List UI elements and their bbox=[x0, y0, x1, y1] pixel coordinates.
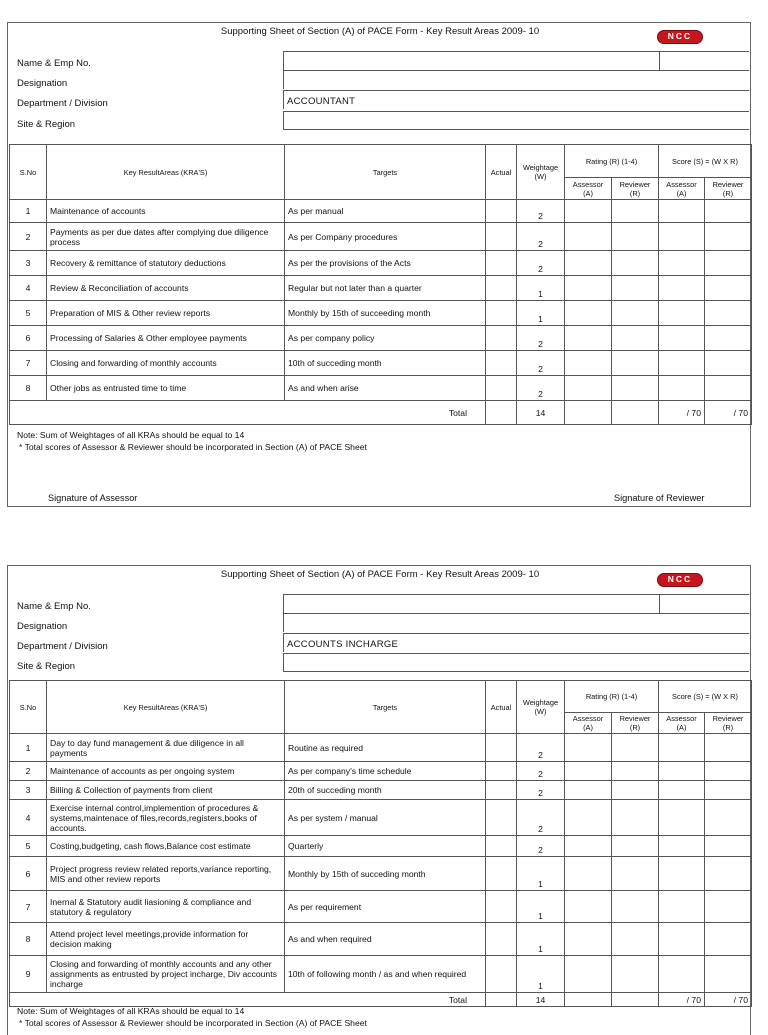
row-score-reviewer-cell[interactable] bbox=[705, 781, 752, 800]
label-department-division: Department / Division bbox=[17, 98, 108, 109]
ncc-logo: NCC bbox=[657, 30, 703, 44]
row-actual-cell[interactable] bbox=[486, 762, 517, 781]
row-score-reviewer-cell[interactable] bbox=[705, 326, 752, 351]
row-actual-cell[interactable] bbox=[486, 781, 517, 800]
row-weightage: 2 bbox=[517, 781, 565, 800]
row-weightage: 1 bbox=[517, 276, 565, 301]
row-rating-assessor-cell[interactable] bbox=[565, 301, 612, 326]
row-score-reviewer-cell[interactable] bbox=[705, 301, 752, 326]
col-weightage-header: Weightage (W) bbox=[517, 681, 565, 734]
row-score-assessor-cell[interactable] bbox=[659, 800, 705, 836]
ncc-logo: NCC bbox=[657, 573, 703, 587]
row-score-reviewer-cell[interactable] bbox=[705, 276, 752, 301]
row-rating-reviewer-cell[interactable] bbox=[612, 891, 659, 923]
row-kra: Other jobs as entrusted time to time bbox=[47, 376, 285, 401]
row-actual-cell[interactable] bbox=[486, 734, 517, 762]
row-actual-cell[interactable] bbox=[486, 301, 517, 326]
table-row bbox=[10, 200, 752, 223]
row-kra: Maintenance of accounts bbox=[47, 200, 285, 223]
row-score-reviewer-cell[interactable] bbox=[705, 223, 752, 251]
row-rating-assessor-cell[interactable] bbox=[565, 800, 612, 836]
table-row bbox=[10, 223, 752, 251]
col-score-header: Score (S) = (W X R) bbox=[659, 145, 752, 178]
row-kra: Review & Reconciliation of accounts bbox=[47, 276, 285, 301]
row-rating-reviewer-cell[interactable] bbox=[612, 376, 659, 401]
row-rating-assessor-cell[interactable] bbox=[565, 276, 612, 301]
col-actual-header: Actual bbox=[486, 145, 517, 200]
score-assessor-header: Assessor (A) bbox=[659, 178, 705, 200]
total-row bbox=[10, 401, 752, 425]
row-rating-reviewer-cell[interactable] bbox=[612, 251, 659, 276]
pace-sheet-accounts-incharge bbox=[7, 565, 751, 1035]
row-kra: Project progress review related reports,variance reporting, MIS and other review reports bbox=[47, 857, 285, 891]
row-kra: Exercise internal control,implemention of procedures & systems,maintenace of files,records,registers,books of accounts. bbox=[47, 800, 285, 836]
total-score-assessor: / 70 bbox=[659, 401, 705, 425]
col-sno-header: S.No bbox=[10, 145, 47, 200]
col-targets-header: Targets bbox=[285, 145, 486, 200]
col-rating-header: Rating (R) (1-4) bbox=[565, 681, 659, 713]
name-emp-no-field[interactable] bbox=[283, 594, 749, 613]
row-weightage: 2 bbox=[517, 351, 565, 376]
total-weightage: 14 bbox=[517, 993, 565, 1007]
row-kra: Preparation of MIS & Other review reports bbox=[47, 301, 285, 326]
site-region-field[interactable] bbox=[283, 653, 749, 672]
row-score-reviewer-cell[interactable] bbox=[705, 351, 752, 376]
label-site-region: Site & Region bbox=[17, 119, 76, 130]
row-rating-reviewer-cell[interactable] bbox=[612, 762, 659, 781]
row-sno: 1 bbox=[10, 200, 47, 223]
row-score-assessor-cell[interactable] bbox=[659, 734, 705, 762]
row-weightage: 1 bbox=[517, 857, 565, 891]
total-rating-assessor-cell bbox=[565, 401, 612, 425]
row-sno: 3 bbox=[10, 781, 47, 800]
row-score-reviewer-cell[interactable] bbox=[705, 836, 752, 857]
row-actual-cell[interactable] bbox=[486, 376, 517, 401]
department-field[interactable] bbox=[283, 90, 749, 109]
row-target: Monthly by 15th of succeding month bbox=[285, 857, 486, 891]
row-rating-assessor-cell[interactable] bbox=[565, 857, 612, 891]
row-target: As per company's time schedule bbox=[285, 762, 486, 781]
row-target: Quarterly bbox=[285, 836, 486, 857]
row-target: As per manual bbox=[285, 200, 486, 223]
total-rating-reviewer-cell bbox=[612, 993, 659, 1007]
signature-assessor: Signature of Assessor bbox=[48, 493, 138, 503]
row-target: As per the provisions of the Acts bbox=[285, 251, 486, 276]
row-score-reviewer-cell[interactable] bbox=[705, 762, 752, 781]
row-sno: 8 bbox=[10, 923, 47, 956]
row-weightage: 1 bbox=[517, 301, 565, 326]
row-rating-reviewer-cell[interactable] bbox=[612, 800, 659, 836]
col-actual-header: Actual bbox=[486, 681, 517, 734]
rating-assessor-header: Assessor (A) bbox=[565, 713, 612, 734]
row-weightage: 1 bbox=[517, 923, 565, 956]
label-designation: Designation bbox=[17, 621, 68, 632]
row-sno: 5 bbox=[10, 836, 47, 857]
row-target: 10th of following month / as and when required bbox=[285, 956, 486, 993]
row-actual-cell[interactable] bbox=[486, 200, 517, 223]
total-actual-cell bbox=[486, 401, 517, 425]
table-row bbox=[10, 956, 752, 993]
row-sno: 6 bbox=[10, 326, 47, 351]
label-site-region: Site & Region bbox=[17, 661, 76, 672]
row-target: Monthly by 15th of succeeding month bbox=[285, 301, 486, 326]
row-kra: Inernal & Statutory audit liasioning & compliance and statutory & regulatory bbox=[47, 891, 285, 923]
row-actual-cell[interactable] bbox=[486, 857, 517, 891]
row-actual-cell[interactable] bbox=[486, 800, 517, 836]
note-total-scores: * Total scores of Assessor & Reviewer should be incorporated in Section (A) of PACE Sheet bbox=[19, 1018, 367, 1028]
row-rating-assessor-cell[interactable] bbox=[565, 251, 612, 276]
table-row bbox=[10, 301, 752, 326]
table-row bbox=[10, 781, 752, 800]
col-sno-header: S.No bbox=[10, 681, 47, 734]
table-row bbox=[10, 923, 752, 956]
row-score-assessor-cell[interactable] bbox=[659, 923, 705, 956]
department-value: ACCOUNTS INCHARGE bbox=[287, 639, 399, 650]
row-score-assessor-cell[interactable] bbox=[659, 276, 705, 301]
row-target: As per company policy bbox=[285, 326, 486, 351]
table-row bbox=[10, 836, 752, 857]
row-actual-cell[interactable] bbox=[486, 923, 517, 956]
row-score-reviewer-cell[interactable] bbox=[705, 891, 752, 923]
col-weightage-header: Weightage (W) bbox=[517, 145, 565, 200]
signature-reviewer: Signature of Reviewer bbox=[614, 493, 705, 503]
row-score-reviewer-cell[interactable] bbox=[705, 956, 752, 993]
row-score-reviewer-cell[interactable] bbox=[705, 734, 752, 762]
table-row bbox=[10, 734, 752, 762]
row-score-assessor-cell[interactable] bbox=[659, 326, 705, 351]
row-rating-reviewer-cell[interactable] bbox=[612, 326, 659, 351]
row-target: As and when arise bbox=[285, 376, 486, 401]
row-rating-assessor-cell[interactable] bbox=[565, 956, 612, 993]
row-score-assessor-cell[interactable] bbox=[659, 200, 705, 223]
row-rating-reviewer-cell[interactable] bbox=[612, 956, 659, 993]
row-weightage: 2 bbox=[517, 376, 565, 401]
row-kra: Processing of Salaries & Other employee payments bbox=[47, 326, 285, 351]
row-actual-cell[interactable] bbox=[486, 891, 517, 923]
row-weightage: 2 bbox=[517, 762, 565, 781]
row-target: Regular but not later than a quarter bbox=[285, 276, 486, 301]
pace-sheet-accountant bbox=[7, 22, 751, 507]
row-kra: Maintenance of accounts as per ongoing system bbox=[47, 762, 285, 781]
col-rating-header: Rating (R) (1-4) bbox=[565, 145, 659, 178]
designation-field[interactable] bbox=[283, 70, 749, 89]
row-weightage: 2 bbox=[517, 734, 565, 762]
row-rating-reviewer-cell[interactable] bbox=[612, 276, 659, 301]
row-sno: 4 bbox=[10, 276, 47, 301]
total-rating-assessor-cell bbox=[565, 993, 612, 1007]
row-score-assessor-cell[interactable] bbox=[659, 762, 705, 781]
label-department-division: Department / Division bbox=[17, 641, 108, 652]
row-score-reviewer-cell[interactable] bbox=[705, 857, 752, 891]
total-score-reviewer: / 70 bbox=[705, 993, 752, 1007]
col-targets-header: Targets bbox=[285, 681, 486, 734]
table-row bbox=[10, 891, 752, 923]
row-rating-assessor-cell[interactable] bbox=[565, 376, 612, 401]
row-rating-assessor-cell[interactable] bbox=[565, 762, 612, 781]
rating-reviewer-header: Reviewer (R) bbox=[612, 178, 659, 200]
row-rating-reviewer-cell[interactable] bbox=[612, 200, 659, 223]
name-emp-no-field[interactable] bbox=[283, 51, 749, 70]
row-target: 10th of succeding month bbox=[285, 351, 486, 376]
row-target: As and when required bbox=[285, 923, 486, 956]
label-name-emp-no: Name & Emp No. bbox=[17, 601, 91, 612]
row-target: Routine as required bbox=[285, 734, 486, 762]
row-rating-assessor-cell[interactable] bbox=[565, 891, 612, 923]
row-kra: Recovery & remittance of statutory deductions bbox=[47, 251, 285, 276]
row-score-assessor-cell[interactable] bbox=[659, 836, 705, 857]
row-sno: 5 bbox=[10, 301, 47, 326]
row-sno: 2 bbox=[10, 223, 47, 251]
row-actual-cell[interactable] bbox=[486, 956, 517, 993]
total-score-assessor: / 70 bbox=[659, 993, 705, 1007]
score-assessor-header: Assessor (A) bbox=[659, 713, 705, 734]
row-sno: 4 bbox=[10, 800, 47, 836]
total-score-reviewer: / 70 bbox=[705, 401, 752, 425]
note-total-scores: * Total scores of Assessor & Reviewer should be incorporated in Section (A) of PACE Sheet bbox=[19, 442, 367, 452]
row-target: As per system / manual bbox=[285, 800, 486, 836]
row-rating-assessor-cell[interactable] bbox=[565, 781, 612, 800]
row-score-assessor-cell[interactable] bbox=[659, 223, 705, 251]
site-region-field[interactable] bbox=[283, 111, 749, 130]
row-weightage: 2 bbox=[517, 251, 565, 276]
label-name-emp-no: Name & Emp No. bbox=[17, 58, 91, 69]
rating-reviewer-header: Reviewer (R) bbox=[612, 713, 659, 734]
row-kra: Closing and forwarding of monthly accounts and any other assignments as entrusted by project incharge, Div accounts incharge bbox=[47, 956, 285, 993]
row-score-assessor-cell[interactable] bbox=[659, 251, 705, 276]
row-score-reviewer-cell[interactable] bbox=[705, 923, 752, 956]
row-kra: Payments as per due dates after complying due diligence process bbox=[47, 223, 285, 251]
row-actual-cell[interactable] bbox=[486, 326, 517, 351]
col-kra-header: Key ResultAreas (KRA'S) bbox=[47, 681, 285, 734]
table-row bbox=[10, 800, 752, 836]
row-score-assessor-cell[interactable] bbox=[659, 376, 705, 401]
row-rating-assessor-cell[interactable] bbox=[565, 223, 612, 251]
row-sno: 2 bbox=[10, 762, 47, 781]
row-weightage: 2 bbox=[517, 800, 565, 836]
row-score-reviewer-cell[interactable] bbox=[705, 200, 752, 223]
row-rating-assessor-cell[interactable] bbox=[565, 734, 612, 762]
total-row bbox=[10, 993, 752, 1007]
row-score-assessor-cell[interactable] bbox=[659, 781, 705, 800]
sheet-title: Supporting Sheet of Section (A) of PACE Form - Key Result Areas 2009- 10 bbox=[220, 569, 540, 580]
department-value: ACCOUNTANT bbox=[287, 96, 356, 107]
row-rating-reviewer-cell[interactable] bbox=[612, 351, 659, 376]
row-rating-assessor-cell[interactable] bbox=[565, 923, 612, 956]
total-label: Total bbox=[10, 401, 486, 425]
row-target: As per requirement bbox=[285, 891, 486, 923]
table-row bbox=[10, 762, 752, 781]
row-rating-reviewer-cell[interactable] bbox=[612, 301, 659, 326]
row-target: 20th of succeding month bbox=[285, 781, 486, 800]
row-rating-assessor-cell[interactable] bbox=[565, 326, 612, 351]
row-weightage: 1 bbox=[517, 891, 565, 923]
table-row bbox=[10, 326, 752, 351]
row-rating-reviewer-cell[interactable] bbox=[612, 223, 659, 251]
row-kra: Attend project level meetings,provide information for decision making bbox=[47, 923, 285, 956]
sheet-title: Supporting Sheet of Section (A) of PACE Form - Key Result Areas 2009- 10 bbox=[220, 26, 540, 37]
row-kra: Costing,budgeting, cash flows,Balance cost estimate bbox=[47, 836, 285, 857]
row-rating-reviewer-cell[interactable] bbox=[612, 857, 659, 891]
row-rating-assessor-cell[interactable] bbox=[565, 200, 612, 223]
designation-field[interactable] bbox=[283, 613, 749, 632]
rating-assessor-header: Assessor (A) bbox=[565, 178, 612, 200]
label-designation: Designation bbox=[17, 78, 68, 89]
row-rating-reviewer-cell[interactable] bbox=[612, 734, 659, 762]
score-reviewer-header: Reviewer (R) bbox=[705, 178, 752, 200]
row-sno: 1 bbox=[10, 734, 47, 762]
row-sno: 8 bbox=[10, 376, 47, 401]
row-kra: Closing and forwarding of monthly accounts bbox=[47, 351, 285, 376]
row-score-reviewer-cell[interactable] bbox=[705, 376, 752, 401]
row-actual-cell[interactable] bbox=[486, 351, 517, 376]
row-rating-reviewer-cell[interactable] bbox=[612, 923, 659, 956]
row-actual-cell[interactable] bbox=[486, 276, 517, 301]
row-score-assessor-cell[interactable] bbox=[659, 956, 705, 993]
row-rating-reviewer-cell[interactable] bbox=[612, 781, 659, 800]
row-weightage: 2 bbox=[517, 200, 565, 223]
note-weightage-sum: Note: Sum of Weightages of all KRAs should be equal to 14 bbox=[17, 1006, 245, 1016]
table-row bbox=[10, 351, 752, 376]
row-actual-cell[interactable] bbox=[486, 251, 517, 276]
row-weightage: 2 bbox=[517, 836, 565, 857]
table-row bbox=[10, 276, 752, 301]
table-row bbox=[10, 376, 752, 401]
row-weightage: 1 bbox=[517, 956, 565, 993]
row-score-assessor-cell[interactable] bbox=[659, 351, 705, 376]
row-sno: 3 bbox=[10, 251, 47, 276]
row-sno: 9 bbox=[10, 956, 47, 993]
table-row bbox=[10, 857, 752, 891]
row-score-reviewer-cell[interactable] bbox=[705, 251, 752, 276]
row-score-assessor-cell[interactable] bbox=[659, 857, 705, 891]
row-sno: 7 bbox=[10, 351, 47, 376]
kra-table bbox=[9, 144, 752, 425]
department-field[interactable] bbox=[283, 633, 749, 652]
row-score-reviewer-cell[interactable] bbox=[705, 800, 752, 836]
score-reviewer-header: Reviewer (R) bbox=[705, 713, 752, 734]
col-score-header: Score (S) = (W X R) bbox=[659, 681, 752, 713]
row-actual-cell[interactable] bbox=[486, 223, 517, 251]
row-kra: Day to day fund management & due diligence in all payments bbox=[47, 734, 285, 762]
row-sno: 7 bbox=[10, 891, 47, 923]
row-kra: Billing & Collection of payments from client bbox=[47, 781, 285, 800]
row-rating-reviewer-cell[interactable] bbox=[612, 836, 659, 857]
total-actual-cell bbox=[486, 993, 517, 1007]
row-weightage: 2 bbox=[517, 223, 565, 251]
note-weightage-sum: Note: Sum of Weightages of all KRAs should be equal to 14 bbox=[17, 430, 245, 440]
row-score-assessor-cell[interactable] bbox=[659, 301, 705, 326]
row-target: As per Company procedures bbox=[285, 223, 486, 251]
total-label: Total bbox=[10, 993, 486, 1007]
total-rating-reviewer-cell bbox=[612, 401, 659, 425]
total-weightage: 14 bbox=[517, 401, 565, 425]
row-actual-cell[interactable] bbox=[486, 836, 517, 857]
row-rating-assessor-cell[interactable] bbox=[565, 836, 612, 857]
table-row bbox=[10, 251, 752, 276]
col-kra-header: Key ResultAreas (KRA'S) bbox=[47, 145, 285, 200]
kra-table bbox=[9, 680, 752, 1007]
row-sno: 6 bbox=[10, 857, 47, 891]
row-score-assessor-cell[interactable] bbox=[659, 891, 705, 923]
row-rating-assessor-cell[interactable] bbox=[565, 351, 612, 376]
row-weightage: 2 bbox=[517, 326, 565, 351]
